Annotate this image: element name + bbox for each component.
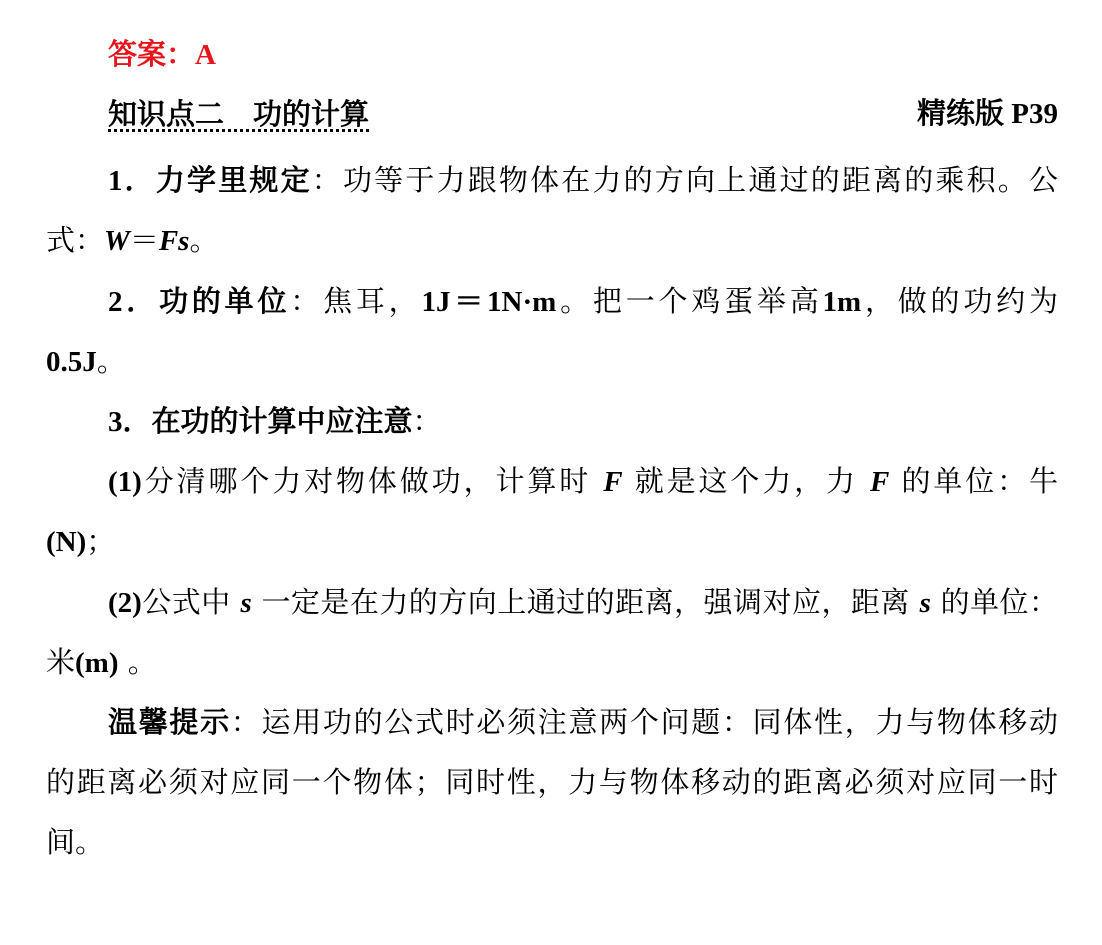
item-1-line-2 [46,521,1058,562]
item-2-var-s2: s [919,587,931,619]
formula-w: W [104,225,130,257]
para-2-colon: ： [290,284,324,318]
item-1-line-1 [108,461,1058,502]
item-1-number: (1) [108,466,142,498]
item-2-cont-suffix: 。 [127,645,157,679]
tip-text-2: 的距离必须对应同一个物体；同时性，力与物体移动的距离必须对应同一时 [46,765,1058,799]
para-1-line-2 [46,220,1058,261]
formula-fs: Fs [158,225,190,257]
item-1-text-a: 分清哪个力对物体做功，计算时 [141,464,592,498]
para-3-number: 3． [108,406,152,438]
item-1-var-f1: F [603,466,623,498]
para-3-line [108,401,1058,442]
tip-line-2 [46,762,1058,802]
item-2-text-a: 公式中 [141,585,231,619]
answer-label: 答案： [108,37,196,71]
tip-text-3: 间。 [46,825,105,859]
item-2-text-b: 一定是在力的方向上通过的距离，强调对应，距离 [261,585,910,619]
para-2-head: 功的单位 [159,284,291,318]
item-1-text-b: 就是这个力，力 [634,464,858,498]
para-1-number: 1． [108,165,156,197]
answer-value: A [195,39,216,71]
section-ref: 精练版 P39 [917,98,1058,130]
item-2-text-c: 的单位： [940,585,1059,619]
tip-text-1: 运用功的公式时必须注意两个问题：同体性，力与物体移动 [261,705,1058,739]
unit-equation: 1J＝1N·m [421,286,557,318]
para-2-text-c: ，做的功约为 [861,284,1058,318]
work-value: 0.5J [46,346,97,378]
answer-line [108,34,1058,75]
section-heading [108,94,1058,134]
formula-eq: ＝ [129,223,159,257]
section-title: 知识点二 功的计算 [108,97,370,131]
para-2-line-1 [108,281,1058,322]
tip-line-3 [46,822,1058,862]
tip-colon: ： [230,705,262,739]
para-1-head: 力学里规定 [155,163,312,197]
para-1-cont-suffix: 。 [189,223,219,257]
item-2-unit: (m) [75,647,119,679]
item-1-unit: (N) [46,526,87,558]
para-2-number: 2． [108,286,160,318]
item-2-line-1 [108,582,1058,623]
para-3-colon: ： [412,404,442,438]
para-2-text-a: 焦耳， [323,284,422,318]
para-1-line-1 [108,160,1058,201]
para-1-text: 功等于力跟物体在力的方向上通过的距离的乘积。公 [342,163,1058,197]
item-1-text-c: 的单位：牛 [901,464,1058,498]
tip-label: 温馨提示 [108,705,231,739]
para-3-head: 在功的计算中应注意 [151,404,413,438]
para-2-cont-suffix: 。 [96,344,126,378]
tip-line-1 [108,702,1058,742]
para-2-line-2 [46,341,1058,382]
item-2-cont-prefix: 米 [46,645,76,679]
para-2-text-b: 。把一个鸡蛋举高 [556,284,823,318]
para-1-colon: ： [311,163,343,197]
item-2-number: (2) [108,587,142,619]
item-2-var-s1: s [240,587,252,619]
item-2-line-2 [46,642,1058,683]
para-1-cont-prefix: 式： [46,223,105,257]
item-1-cont-suffix: ； [86,524,116,558]
egg-height: 1m [822,286,862,318]
item-1-var-f2: F [870,466,890,498]
